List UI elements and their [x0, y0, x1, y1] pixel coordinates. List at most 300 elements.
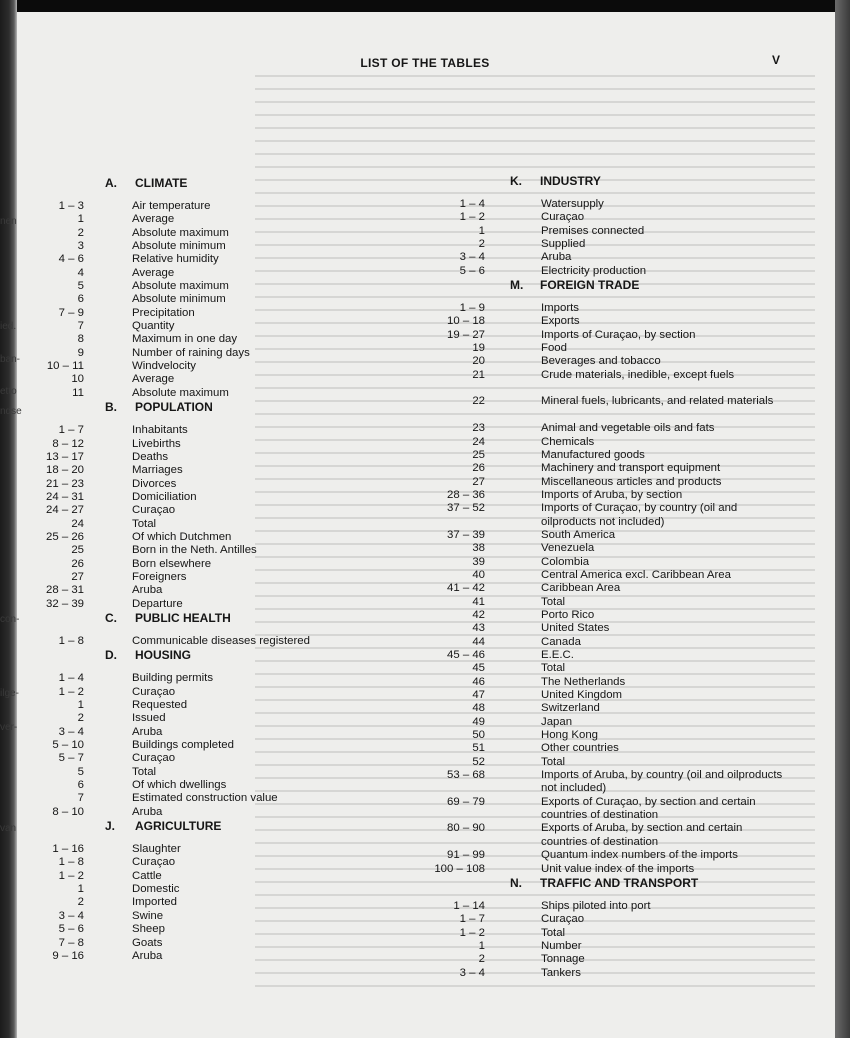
table-description: Absolute minimum [132, 293, 226, 306]
table-description: Domestic [132, 883, 180, 896]
section-title: POPULATION [135, 400, 213, 415]
table-description: Curaçao [541, 211, 585, 224]
table-number: 5 – 6 [58, 923, 84, 936]
table-number: 19 – 27 [446, 328, 485, 341]
table-entry [405, 796, 825, 823]
page-title: LIST OF THE TABLES [360, 56, 490, 70]
table-number: 5 [77, 765, 84, 778]
table-description: Manufactured goods [541, 448, 645, 461]
table-description: Of which dwellings [132, 779, 227, 792]
table-description: Colombia [541, 555, 590, 568]
table-entry [0, 200, 420, 213]
table-entry [0, 635, 420, 648]
table-number: 1 – 7 [459, 913, 485, 926]
table-number: 2 [77, 226, 84, 239]
table-number: 7 [77, 792, 84, 805]
table-number: 1 – 2 [459, 926, 485, 939]
table-entry [0, 280, 420, 293]
table-entry [0, 424, 420, 437]
right-column [405, 174, 825, 980]
section-title: INDUSTRY [540, 174, 601, 188]
table-entry [0, 843, 420, 856]
table-description: Absolute minimum [132, 240, 226, 253]
table-entry [405, 449, 825, 462]
table-number: 1 – 7 [58, 424, 84, 437]
table-description: Curaçao [132, 504, 176, 517]
section-industry [405, 174, 825, 278]
margin-fragment: ndse [0, 406, 22, 417]
table-number: 5 – 6 [459, 264, 485, 277]
table-number: 91 – 99 [446, 849, 485, 862]
table-description: Issued [132, 712, 166, 725]
table-entry [0, 333, 420, 346]
section-heading [405, 174, 825, 188]
table-description: Number [541, 939, 582, 952]
table-number: 28 – 31 [45, 584, 84, 597]
section-population [0, 400, 420, 611]
table-entry [405, 265, 825, 278]
section-heading [0, 819, 420, 833]
table-number: 24 [71, 517, 84, 530]
table-entry [0, 752, 420, 765]
margin-fragment: nen [0, 216, 17, 227]
table-description: Curaçao [132, 685, 176, 698]
table-entry [0, 504, 420, 517]
table-number: 26 [71, 557, 84, 570]
table-number: 1 – 16 [52, 843, 84, 856]
table-entry [0, 307, 420, 320]
table-description: Divorces [132, 477, 177, 490]
table-entry [405, 940, 825, 953]
table-description: Marriages [132, 464, 183, 477]
table-number: 22 [472, 395, 485, 408]
table-description: Average [132, 266, 175, 279]
table-description: Born in the Neth. Antilles [132, 544, 257, 557]
table-entry [405, 436, 825, 449]
section-title: FOREIGN TRADE [540, 278, 640, 293]
table-number: 1 – 3 [58, 200, 84, 212]
table-number: 4 [77, 266, 84, 279]
section-letter: K. [510, 174, 522, 188]
table-entry [0, 712, 420, 725]
table-description: Total [132, 517, 157, 530]
table-description: Aruba [132, 949, 163, 962]
table-description: Venezuela [541, 542, 595, 555]
table-number: 43 [472, 622, 485, 635]
table-number: 5 – 7 [58, 752, 84, 765]
table-entry [0, 923, 420, 936]
section-letter: B. [105, 400, 117, 415]
table-description: Estimated construction value [132, 792, 278, 805]
table-entry [405, 967, 825, 980]
table-description: Foreigners [132, 570, 187, 583]
table-entry [405, 769, 825, 796]
margin-fragment: ilge- [0, 688, 19, 699]
table-entry [0, 870, 420, 883]
table-entry [405, 422, 825, 435]
table-entry [0, 240, 420, 253]
table-description: Switzerland [541, 702, 600, 715]
table-number: 7 – 9 [58, 306, 84, 319]
table-entry [0, 937, 420, 950]
table-entry [0, 598, 420, 611]
table-number: 1 [77, 699, 84, 711]
table-description: Central America excl. Caribbean Area [541, 568, 731, 581]
section-title: CLIMATE [135, 176, 188, 190]
table-number: 3 [77, 240, 84, 253]
table-number: 47 [472, 689, 485, 702]
table-entry [0, 320, 420, 333]
table-number: 38 [472, 542, 485, 555]
table-number: 3 – 4 [58, 909, 84, 922]
table-entry [405, 689, 825, 702]
table-entry [0, 213, 420, 226]
table-number: 53 – 68 [446, 769, 485, 782]
table-entry [0, 766, 420, 779]
table-description: Canada [541, 635, 581, 648]
table-number: 25 [71, 544, 84, 557]
table-description: Imports of Curaçao, by country (oil and oilproducts not included) [541, 502, 738, 528]
table-description: Total [541, 595, 566, 608]
table-entry [0, 571, 420, 584]
table-entry [405, 702, 825, 715]
section-title: AGRICULTURE [135, 819, 222, 834]
table-number: 26 [472, 462, 485, 475]
table-number: 21 [472, 368, 485, 381]
table-entry [0, 267, 420, 280]
table-number: 39 [472, 555, 485, 568]
table-description: South America [541, 528, 616, 541]
section-title: PUBLIC HEALTH [135, 610, 231, 625]
section-heading [0, 400, 420, 414]
table-entry [405, 529, 825, 542]
table-number: 11 [72, 386, 84, 399]
table-entry [0, 910, 420, 923]
section-letter: C. [105, 610, 117, 625]
section-foreign-trade [405, 278, 825, 876]
table-description: Exports of Curaçao, by section and certain countries of destination [541, 795, 756, 822]
table-description: Imports of Aruba, by country (oil and oilproducts not included) [541, 769, 783, 795]
table-entry [405, 636, 825, 649]
section-heading [0, 176, 420, 190]
section-public-health [0, 611, 420, 648]
table-entry [405, 238, 825, 251]
table-description: Precipitation [132, 306, 195, 319]
table-entry [0, 464, 420, 477]
table-number: 32 – 39 [45, 597, 84, 610]
table-entry [0, 293, 420, 306]
table-description: Food [541, 342, 567, 355]
table-description: United Kingdom [541, 689, 623, 702]
table-number: 1 – 14 [453, 899, 485, 912]
table-number: 3 – 4 [459, 966, 485, 979]
table-description: Supplied [541, 238, 586, 251]
table-description: Communicable diseases registered [132, 634, 310, 647]
table-number: 7 [77, 320, 84, 333]
table-entry [0, 387, 420, 400]
table-entry [405, 742, 825, 755]
table-description: E.E.C. [541, 649, 574, 661]
table-description: Windvelocity [132, 360, 196, 373]
section-letter: M. [510, 278, 524, 293]
table-entry [0, 672, 420, 685]
table-description: Miscellaneous articles and products [541, 475, 722, 488]
table-entry [0, 883, 420, 896]
table-entry [0, 558, 420, 571]
table-number: 10 – 11 [46, 360, 84, 373]
table-entry [405, 302, 825, 315]
table-entry [405, 729, 825, 742]
table-number: 1 – 2 [459, 211, 485, 224]
table-description: Inhabitants [132, 424, 188, 437]
table-description: Premises connected [541, 224, 645, 237]
table-number: 19 [472, 342, 485, 355]
table-number: 1 [77, 213, 84, 226]
table-number: 100 – 108 [434, 862, 485, 875]
table-description: Cattle [132, 869, 162, 882]
table-description: Number of raining days [132, 346, 250, 359]
table-entry [405, 211, 825, 224]
table-number: 1 – 4 [459, 198, 485, 210]
table-number: 51 [472, 742, 485, 755]
margin-fragment: ied. [0, 321, 17, 332]
table-description: Air temperature [132, 200, 211, 212]
table-description: Quantum index numbers of the imports [541, 849, 738, 862]
table-number: 28 – 36 [446, 488, 485, 501]
table-description: Watersupply [541, 198, 604, 210]
table-description: Buildings completed [132, 739, 234, 752]
table-description: Aruba [132, 805, 163, 818]
table-number: 18 – 20 [45, 464, 84, 477]
table-number: 8 – 10 [52, 805, 84, 818]
table-description: Beverages and tobacco [541, 355, 661, 368]
table-number: 20 [472, 355, 485, 368]
table-entry [0, 438, 420, 451]
table-description: Crude materials, inedible, except fuels [541, 368, 735, 381]
margin-fragment: etto [0, 386, 17, 397]
table-number: 8 [77, 333, 84, 346]
table-description: Total [132, 765, 157, 778]
section-letter: N. [510, 875, 522, 890]
table-description: Chemicals [541, 435, 595, 448]
table-number: 69 – 79 [446, 795, 485, 808]
table-entry [405, 649, 825, 662]
table-number: 3 – 4 [459, 251, 485, 264]
section-housing [0, 648, 420, 819]
table-number: 45 [472, 662, 485, 675]
section-agriculture [0, 819, 420, 963]
table-entry [0, 584, 420, 597]
table-description: Of which Dutchmen [132, 530, 232, 543]
section-title: TRAFFIC AND TRANSPORT [540, 875, 699, 890]
page-number: V [772, 53, 781, 67]
margin-fragment: con- [0, 614, 20, 625]
table-number: 25 – 26 [45, 530, 84, 543]
margin-fragment: ban- [0, 354, 21, 365]
table-description: Aruba [541, 251, 572, 264]
table-description: Domiciliation [132, 490, 197, 503]
table-description: Total [541, 926, 566, 939]
scan-top-border [0, 0, 850, 12]
table-number: 24 – 27 [45, 504, 84, 517]
table-entry [405, 329, 825, 342]
table-entry [0, 253, 420, 266]
table-entry [405, 953, 825, 966]
table-number: 2 [478, 953, 485, 966]
table-description: Imports [541, 302, 579, 315]
table-description: Curaçao [132, 752, 176, 765]
table-number: 27 [472, 475, 485, 488]
section-letter: J. [105, 819, 116, 834]
table-number: 5 – 10 [52, 739, 84, 752]
page-right-edge [835, 0, 850, 1038]
table-number: 5 [77, 280, 84, 293]
table-entry [0, 347, 420, 360]
table-description: Swine [132, 909, 164, 922]
table-description: Livebirths [132, 437, 181, 450]
table-number: 1 [478, 224, 485, 237]
table-number: 1 – 2 [58, 869, 84, 882]
table-entry [405, 251, 825, 264]
table-number: 1 – 2 [58, 685, 84, 698]
table-number: 48 [472, 702, 485, 715]
table-number: 46 [472, 675, 485, 688]
table-description: Absolute maximum [132, 226, 229, 239]
table-description: Tonnage [541, 953, 585, 966]
table-entry [405, 900, 825, 913]
table-entry [0, 491, 420, 504]
table-description: Quantity [132, 320, 175, 333]
table-description: Born elsewhere [132, 557, 212, 570]
table-entry [0, 227, 420, 240]
table-number: 13 – 17 [45, 450, 84, 463]
table-number: 40 [472, 568, 485, 581]
table-description: Japan [541, 715, 573, 728]
table-entry [0, 726, 420, 739]
section-title: HOUSING [135, 648, 192, 663]
table-description: Total [541, 755, 566, 768]
table-entry [405, 822, 825, 849]
table-entry [405, 596, 825, 609]
table-entry [0, 699, 420, 712]
table-number: 27 [71, 570, 84, 583]
table-entry [405, 502, 825, 529]
table-description: Sheep [132, 923, 165, 936]
table-entry [0, 779, 420, 792]
table-entry [0, 531, 420, 544]
table-entry [405, 676, 825, 689]
table-description: Relative humidity [132, 253, 219, 266]
table-entry [0, 373, 420, 386]
table-number: 24 – 31 [45, 490, 84, 503]
table-number: 44 [472, 635, 485, 648]
table-entry [405, 462, 825, 475]
table-description: Building permits [132, 672, 214, 685]
table-number: 2 [77, 712, 84, 725]
table-entry [0, 451, 420, 464]
table-description: United States [541, 622, 610, 635]
margin-fragment: van [0, 823, 17, 834]
table-number: 1 – 9 [459, 302, 485, 315]
table-entry [405, 198, 825, 211]
table-description: Requested [132, 699, 188, 711]
table-entry [405, 355, 825, 368]
table-entry [0, 806, 420, 819]
table-description: Exports of Aruba, by section and certain countries of destination [541, 822, 743, 848]
table-number: 10 [71, 373, 84, 386]
section-climate [0, 176, 420, 400]
table-entry [405, 849, 825, 862]
table-entry [405, 556, 825, 569]
table-description: Average [132, 373, 175, 386]
table-number: 41 – 42 [446, 582, 485, 595]
table-entry [0, 856, 420, 869]
table-entry [405, 315, 825, 328]
table-entry [0, 518, 420, 531]
table-description: Curaçao [132, 856, 176, 869]
table-number: 80 – 90 [446, 822, 485, 835]
table-entry [405, 756, 825, 769]
section-letter: A. [105, 176, 117, 190]
table-number: 8 – 12 [52, 437, 84, 450]
table-entry [405, 609, 825, 622]
table-description: The Netherlands [541, 675, 626, 688]
table-number: 45 – 46 [446, 649, 485, 661]
table-description: Average [132, 213, 175, 226]
table-entry [405, 489, 825, 502]
table-entry [0, 478, 420, 491]
table-number: 1 – 8 [58, 856, 84, 869]
table-description: Ships piloted into port [541, 899, 651, 912]
table-number: 37 – 39 [446, 528, 485, 541]
table-entry [405, 476, 825, 489]
table-description: Other countries [541, 742, 619, 755]
table-number: 41 [472, 595, 485, 608]
table-description: Deaths [132, 450, 169, 463]
table-entry [405, 395, 825, 422]
table-description: Total [541, 662, 566, 675]
table-number: 37 – 52 [446, 502, 485, 515]
table-entry [405, 863, 825, 876]
table-number: 6 [77, 293, 84, 306]
section-letter: D. [105, 648, 117, 663]
table-description: Mineral fuels, lubricants, and related materials [541, 395, 774, 408]
section-heading [0, 611, 420, 625]
table-number: 3 – 4 [58, 725, 84, 738]
table-entry [0, 544, 420, 557]
table-entry [405, 225, 825, 238]
table-entry [0, 686, 420, 699]
table-entry [405, 716, 825, 729]
table-description: Unit value index of the imports [541, 862, 695, 875]
table-number: 1 – 8 [58, 634, 84, 647]
margin-fragment: ver- [0, 722, 18, 733]
table-number: 9 [77, 346, 84, 359]
table-number: 21 – 23 [45, 477, 84, 490]
table-description: Aruba [132, 725, 163, 738]
table-description: Imports of Aruba, by section [541, 488, 683, 501]
table-number: 52 [472, 755, 485, 768]
table-entry [405, 542, 825, 555]
table-entry [405, 927, 825, 940]
table-entry [405, 569, 825, 582]
table-entry [405, 913, 825, 926]
table-description: Curaçao [541, 913, 585, 926]
table-number: 10 – 18 [446, 315, 485, 328]
table-description: Exports [541, 315, 580, 328]
table-description: Tankers [541, 966, 581, 979]
table-entry [405, 662, 825, 675]
